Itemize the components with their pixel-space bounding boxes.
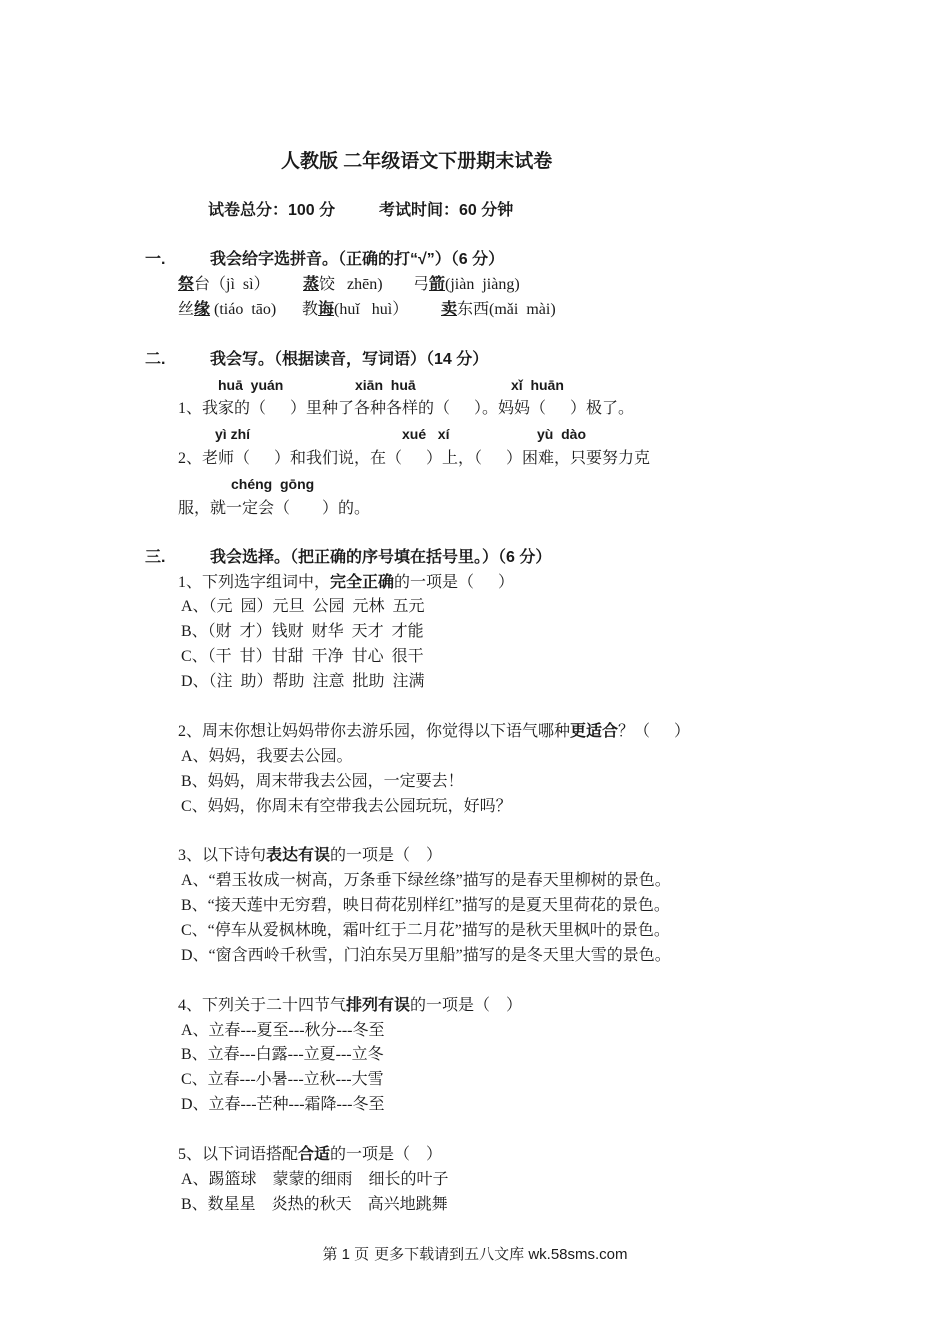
pinyin-choice-item (303, 273, 383, 297)
option-b: B、妈妈，周末带我去公园，一定要去！ (181, 772, 464, 790)
stem-text: ？（ ） (618, 722, 691, 740)
section2-heading: 我会写。（根据读音，写词语）（14 分） (210, 351, 489, 368)
stem-text: 的一项是（ ） (394, 573, 515, 591)
question-4 (178, 994, 878, 1118)
target-char: 诲 (318, 301, 335, 318)
pinyin-choice-item (178, 273, 270, 297)
section3-number: 三. (145, 549, 166, 566)
word-prefix: 丝 (178, 301, 195, 318)
option-b: B、（财 才）钱财 财华 天才 才能 (181, 623, 424, 641)
option-d: D、“窗含西岭千秋雪，门泊东吴万里船”描写的是冬天里大雪的景色。 (181, 946, 671, 964)
footer-note: 更多下载请到五八文库 wk.58sms.com (374, 1246, 628, 1263)
stem-text: 2、周末你想让妈妈带你去游乐园，你觉得以下语气哪种 (178, 722, 571, 740)
word-prefix: 弓 (413, 276, 430, 293)
stem-text: 4、下列关于二十四节气 (178, 996, 347, 1014)
stem-text: 1、下列选字组词中， (178, 573, 331, 591)
stem-keyword: 更适合 (570, 722, 619, 740)
question-stem (178, 844, 878, 869)
pinyin-prompt: xué xí (402, 426, 450, 442)
target-char: 卖 (441, 301, 458, 318)
page-title: 人教版 二年级语文下册期末试卷 (281, 151, 553, 172)
choice-text: (jiàn jiàng) (445, 276, 520, 293)
option-a: A、（元 园）元旦 公园 元林 五元 (181, 598, 425, 616)
stem-text: 的一项是（ ） (330, 847, 443, 865)
time-limit: 考试时间：60 分钟 (379, 202, 514, 219)
option-a: A、“碧玉妆成一树高，万条垂下绿丝绦”描写的是春天里柳树的景色。 (181, 872, 671, 890)
option-a: A、踢篮球 蒙蒙的细雨 细长的叶子 (181, 1170, 449, 1188)
option-b: B、数星星 炎热的秋天 高兴地跳舞 (181, 1195, 448, 1213)
section2-number: 二. (145, 351, 166, 368)
option-a: A、妈妈，我要去公园。 (181, 747, 353, 765)
pinyin-prompt: chéng gōng (231, 476, 315, 492)
stem-keyword: 表达有误 (266, 847, 331, 865)
page-number: 第 1 页 (322, 1246, 370, 1263)
question-stem (178, 571, 878, 596)
pinyin-choice-item (413, 273, 520, 297)
pinyin-prompt: xiān huā (355, 377, 416, 393)
pinyin-prompt: huā yuán (218, 377, 284, 393)
total-score: 试卷总分：100 分 (208, 202, 336, 219)
question-stem (178, 1143, 878, 1168)
option-b: B、立春---白露---立夏---立冬 (181, 1046, 384, 1064)
question-3 (178, 844, 878, 968)
stem-keyword: 合适 (298, 1145, 331, 1163)
stem-text: 的一项是（ ） (330, 1145, 443, 1163)
page-footer (0, 1243, 950, 1267)
pinyin-prompt: yì zhí (215, 426, 251, 442)
option-d: D、（注 助）帮助 注意 批助 注满 (181, 673, 425, 691)
choice-questions (178, 571, 878, 1243)
choice-text: (huǐ huì） (334, 301, 409, 318)
pinyin-choice-item (441, 298, 556, 322)
section1-number: 一. (145, 251, 166, 268)
option-d: D、立春---芒种---霜降---冬至 (181, 1096, 385, 1114)
choice-text: (tiáo tāo) (210, 301, 277, 318)
question-stem (178, 994, 878, 1019)
stem-text: 5、以下词语搭配 (178, 1145, 299, 1163)
target-char: 缘 (194, 301, 211, 318)
pinyin-prompt: yù dào (537, 426, 587, 442)
fill-sentence-1: 1、我家的（ ）里种了各种各样的（ ）。妈妈（ ）极了。 (178, 400, 635, 417)
option-c: C、立春---小暑---立秋---大雪 (181, 1071, 384, 1089)
pinyin-prompt: xǐ huān (511, 377, 564, 393)
choice-text: 台（jì sì） (194, 276, 270, 293)
option-c: C、妈妈，你周末有空带我去公园玩玩，好吗？ (181, 797, 512, 815)
stem-keyword: 完全正确 (330, 573, 395, 591)
question-stem (178, 720, 878, 745)
stem-text: 的一项是（ ） (410, 996, 523, 1014)
question-5 (178, 1143, 878, 1218)
fill-sentence-2: 2、老师（ ）和我们说，在（ ）上，（ ）困难，只要努力克 (178, 450, 651, 467)
choice-text: 饺 zhēn) (319, 276, 383, 293)
stem-text: 3、以下诗句 (178, 847, 267, 865)
word-prefix: 教 (302, 301, 319, 318)
target-char: 蒸 (303, 276, 320, 293)
pinyin-choice-item (302, 298, 408, 322)
section3-heading: 我会选择。（把正确的序号填在括号里。）（6 分） (210, 549, 552, 566)
option-c: C、“停车从爱枫林晚，霜叶红于二月花”描写的是秋天里枫叶的景色。 (181, 921, 670, 939)
option-b: B、“接天莲中无穷碧，映日荷花别样红”描写的是夏天里荷花的景色。 (181, 897, 670, 915)
target-char: 箭 (429, 276, 446, 293)
option-a: A、立春---夏至---秋分---冬至 (181, 1021, 385, 1039)
stem-keyword: 排列有误 (346, 996, 411, 1014)
choice-text: 东西(mǎi mài) (457, 301, 556, 318)
section1-heading: 我会给字选拼音。（正确的打“√”）（6 分） (210, 251, 505, 268)
target-char: 祭 (178, 276, 195, 293)
pinyin-choice-item (178, 298, 276, 322)
question-2 (178, 720, 878, 820)
option-c: C、（干 甘）甘甜 干净 甘心 很干 (181, 648, 424, 666)
question-1 (178, 571, 878, 695)
fill-sentence-2-continued: 服，就一定会（ ）的。 (178, 500, 371, 517)
